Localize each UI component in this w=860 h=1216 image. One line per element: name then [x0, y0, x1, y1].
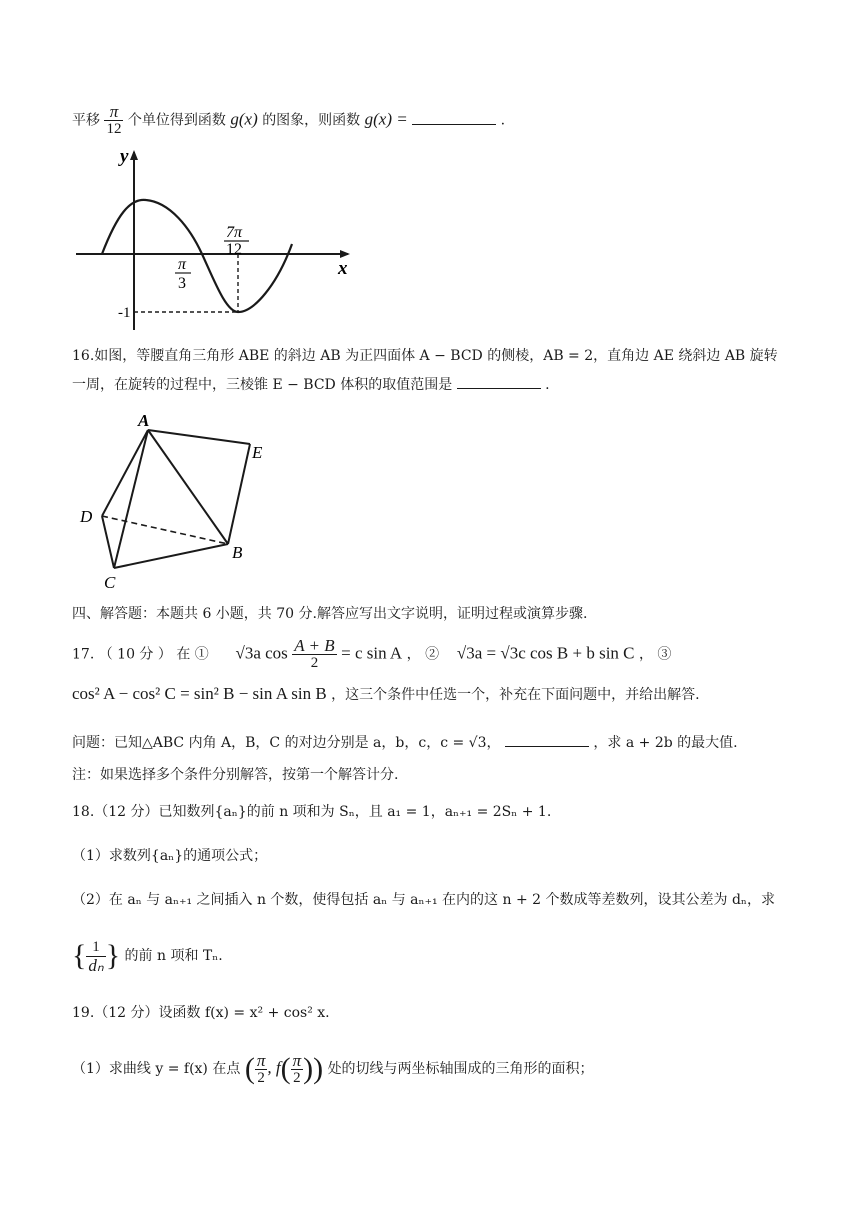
q18-frac-den: dₙ	[88, 955, 104, 975]
q17-cond3: cos² A − cos² C = sin² B − sin A sin B	[72, 684, 327, 703]
q17-line1	[72, 637, 792, 672]
q17-note: 注：如果选择多个条件分别解答，按第一个解答计分.	[72, 767, 399, 783]
q15-g2: g(x) =	[364, 109, 408, 129]
q19-part1-b: 处的切线与两坐标轴围成的三角形的面积；	[327, 1061, 594, 1077]
q18-brace-left: {	[72, 939, 87, 972]
q19-paren-left: (	[244, 1052, 255, 1085]
q15-fraction	[104, 103, 123, 138]
sine-curve	[102, 200, 292, 312]
pi3-den: 3	[178, 275, 186, 292]
edge-AE	[148, 430, 250, 444]
y-axis-label: y	[120, 146, 129, 167]
q15-tail-line	[72, 103, 505, 138]
y-axis-arrow	[130, 150, 138, 160]
q17-sep2: ， ②	[406, 646, 440, 663]
q17-line2	[72, 684, 700, 705]
vertex-E: E	[252, 443, 263, 462]
q19-frac2	[291, 1052, 304, 1087]
edge-AD	[102, 430, 148, 516]
q17-head: 17. （ 10 分 ） 在 ①	[72, 646, 209, 663]
q17-cond1-den: 2	[310, 655, 319, 671]
q15-answer-blank[interactable]	[412, 110, 496, 125]
q16-answer-blank[interactable]	[457, 374, 541, 389]
vertex-D: D	[80, 507, 93, 526]
q18-head: 18.（12 分）已知数列{aₙ}的前 n 项和为 Sₙ，且 a₁ = 1，aₙ₊₁ = 2Sₙ + 1.	[72, 804, 552, 820]
edge-AC	[114, 430, 148, 568]
q15-graph-figure	[72, 140, 362, 340]
q18-part2-cont	[72, 934, 223, 978]
q17-cond1-b: = c sin A	[341, 643, 403, 663]
q17-cond1-frac	[292, 637, 336, 672]
q15-frac-den: 12	[106, 121, 122, 137]
q18-part1: （1）求数列{aₙ}的通项公式；	[72, 848, 268, 864]
q17-answer-blank[interactable]	[505, 732, 589, 747]
q19-paren-right: )	[313, 1052, 324, 1085]
edge-CB	[114, 544, 228, 568]
edge-AB	[148, 430, 228, 544]
edge-EB	[228, 444, 250, 544]
q16-line2-text: 一周，在旋转的过程中，三棱锥 E − BCD 体积的取值范围是	[72, 377, 453, 393]
q19-part1	[72, 1046, 594, 1090]
q17-cond1-num: A + B	[294, 636, 335, 655]
q19-part1-a: （1）求曲线 y = f(x) 在点	[72, 1061, 241, 1077]
x-axis-arrow	[340, 250, 350, 258]
q17-sep3: ， ③	[638, 646, 672, 663]
q15-mid2: 的图象，则函数	[262, 112, 361, 129]
q17-problem-a: 问题：已知△ABC 内角 A，B，C 的对边分别是 a，b，c，c = √3，	[72, 735, 501, 751]
edge-DC	[102, 516, 114, 568]
q19-frac2-den: 2	[293, 1069, 301, 1086]
vertex-A: A	[138, 411, 150, 430]
q17-cond1-a: √3a cos	[235, 643, 288, 663]
q19-mid: , f	[267, 1058, 281, 1077]
q16-tetrahedron-figure	[72, 408, 282, 593]
q18-part2-cont-text: 的前 n 项和 Tₙ.	[124, 948, 223, 964]
pi3-num: π	[178, 256, 187, 273]
q16-line2-end: .	[545, 377, 550, 393]
q15-end: .	[500, 112, 506, 129]
section4-heading: 四、解答题：本题共 6 小题，共 70 分.解答应写出文字说明，证明过程或演算步骤.	[72, 606, 588, 622]
q18-part2: （2）在 aₙ 与 aₙ₊₁ 之间插入 n 个数，使得包括 aₙ 与 aₙ₊₁ 在内的这 n + 2 个数成等差数列，设其公差为 dₙ，求	[72, 892, 775, 908]
q15-frac-num: π	[104, 103, 123, 121]
minus-one-label: -1	[118, 305, 131, 321]
q17-cond2: √3a = √3c cos B + b sin C	[456, 643, 635, 663]
q17-problem	[72, 732, 738, 753]
q19-frac1-num: π	[256, 1050, 266, 1070]
q18-brace-right: }	[105, 939, 121, 972]
q18-frac	[86, 939, 105, 974]
q19-head: 19.（12 分）设函数 f(x) = x² + cos² x.	[72, 1005, 330, 1021]
pi712-den: 12	[226, 241, 242, 258]
q15-g1: g(x)	[230, 109, 258, 129]
vertex-B: B	[232, 543, 243, 562]
q15-prefix: 平移	[72, 112, 100, 129]
q18-frac-num: 1	[86, 939, 105, 957]
vertex-C: C	[104, 573, 116, 592]
q19-paren-inner-left: (	[280, 1052, 291, 1085]
x-axis-label: x	[338, 258, 348, 279]
q19-frac2-num: π	[292, 1050, 302, 1070]
q19-paren-inner-right: )	[303, 1052, 314, 1085]
pi712-num: 7π	[226, 224, 243, 241]
q16-line2	[72, 374, 550, 395]
q15-mid: 个单位得到函数	[127, 112, 226, 129]
q19-frac1-den: 2	[257, 1069, 265, 1086]
q16-line1: 16.如图，等腰直角三角形 ABE 的斜边 AB 为正四面体 A − BCD 的侧棱，AB = 2，直角边 AE 绕斜边 AB 旋转	[72, 348, 778, 364]
q19-frac1	[255, 1052, 268, 1087]
q17-problem-b: ，求 a + 2b 的最大值.	[593, 735, 738, 751]
q17-line2-text: ，这三个条件中任选一个，补充在下面问题中，并给出解答.	[331, 687, 700, 703]
